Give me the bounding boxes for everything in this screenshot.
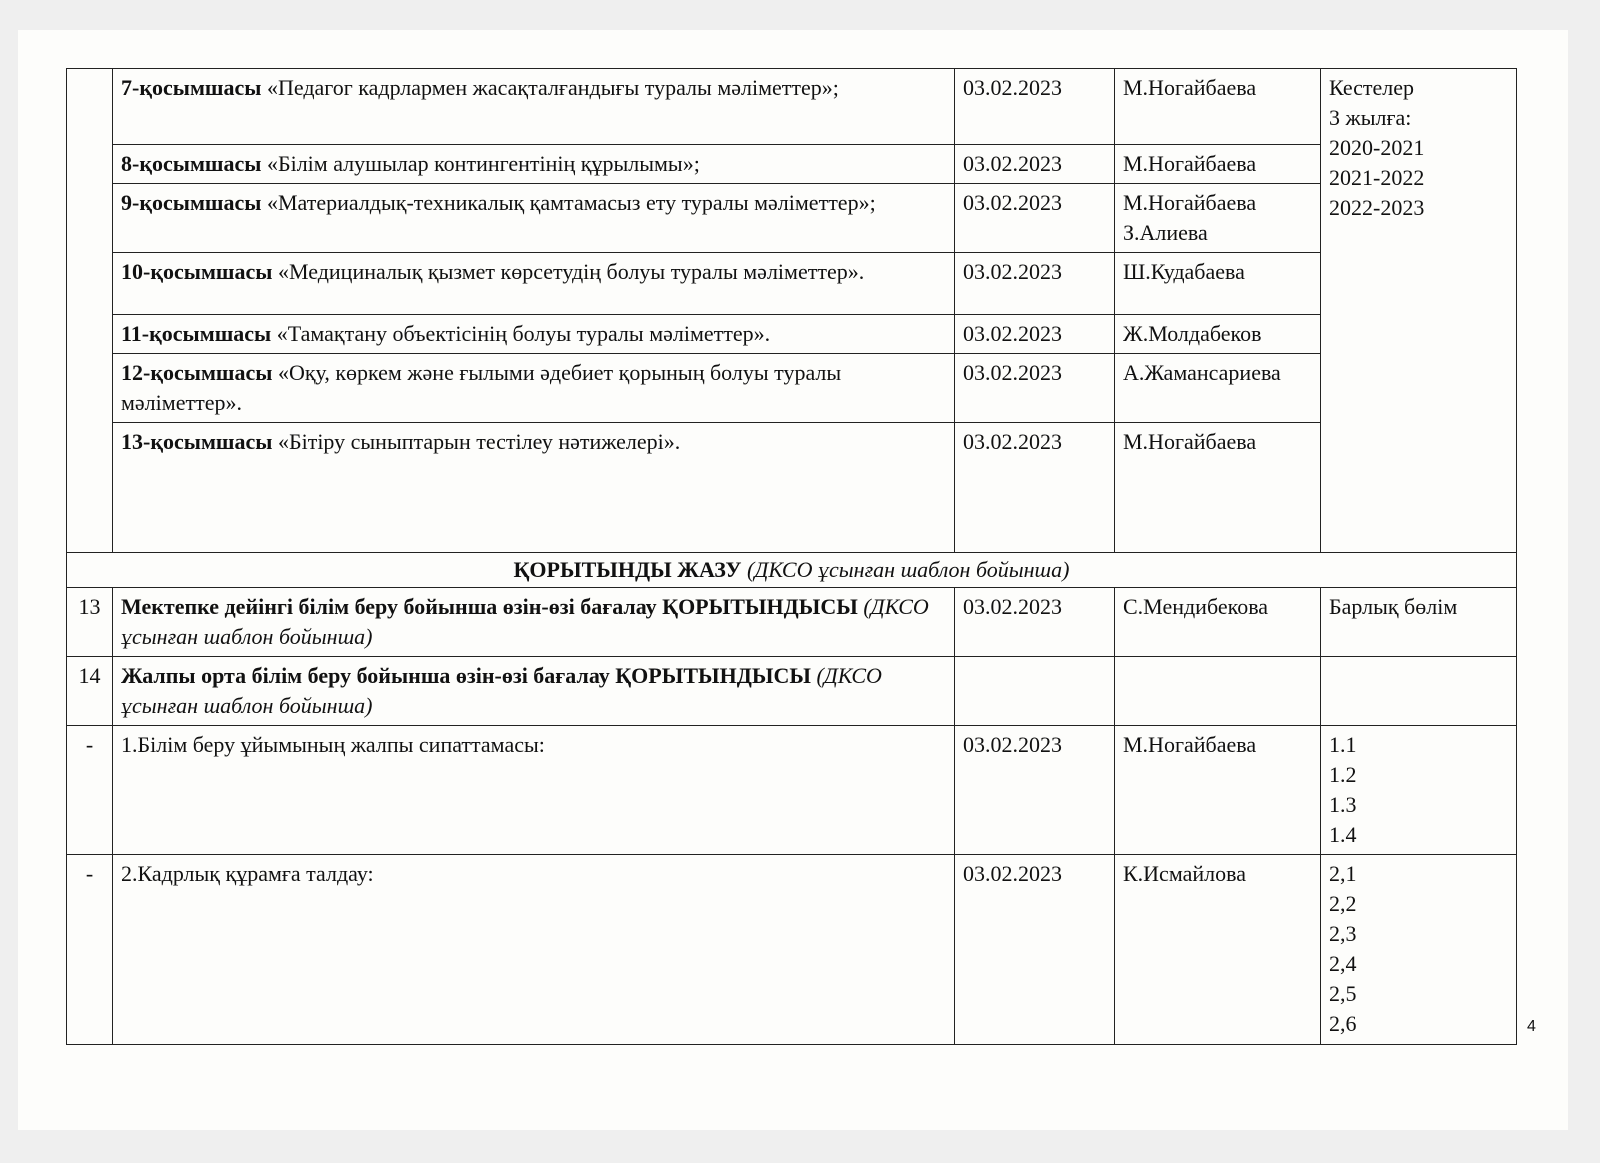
date-cell: 03.02.2023 bbox=[955, 726, 1115, 855]
appendix-row bbox=[67, 253, 1517, 315]
responsible-cell: Ш.Кудабаева bbox=[1115, 253, 1321, 315]
table-row bbox=[67, 726, 1517, 855]
row-description: Жалпы орта білім беру бойынша өзін-өзі бағалау ҚОРЫТЫНДЫСЫ (ДКСО ұсынған шаблон бойынша) bbox=[113, 657, 955, 726]
table-row bbox=[67, 855, 1517, 1045]
appendix-description: 8-қосымшасы «Білім алушылар контингентінің құрылымы»; bbox=[113, 145, 955, 184]
date-cell: 03.02.2023 bbox=[955, 145, 1115, 184]
appendix-description: 12-қосымшасы «Оқу, көркем және ғылыми әдебиет қорының болуы туралы мәліметтер». bbox=[113, 354, 955, 423]
responsible-cell: К.Исмайлова bbox=[1115, 855, 1321, 1045]
row-number: 14 bbox=[67, 657, 113, 726]
appendix-row bbox=[67, 423, 1517, 553]
tables-years-note: Кестелер 3 жылға: 2020-2021 2021-2022 2022-2023 bbox=[1321, 69, 1517, 553]
responsible-cell bbox=[1115, 657, 1321, 726]
responsible-cell: М.Ногайбаева З.Алиева bbox=[1115, 184, 1321, 253]
date-cell: 03.02.2023 bbox=[955, 184, 1115, 253]
table-row bbox=[67, 588, 1517, 657]
date-cell: 03.02.2023 bbox=[955, 588, 1115, 657]
responsible-cell: С.Мендибекова bbox=[1115, 588, 1321, 657]
row-number: - bbox=[67, 726, 113, 855]
date-cell: 03.02.2023 bbox=[955, 69, 1115, 145]
date-cell: 03.02.2023 bbox=[955, 253, 1115, 315]
appendix-row bbox=[67, 184, 1517, 253]
responsible-cell: Ж.Молдабеков bbox=[1115, 315, 1321, 354]
row-description: Мектепке дейінгі білім беру бойынша өзін-өзі бағалау ҚОРЫТЫНДЫСЫ (ДКСО ұсынған шаблон бойынша) bbox=[113, 588, 955, 657]
date-cell: 03.02.2023 bbox=[955, 423, 1115, 553]
appendix-row bbox=[67, 145, 1517, 184]
appendix-description: 7-қосымшасы «Педагог кадрлармен жасақталғандығы туралы мәліметтер»; bbox=[113, 69, 955, 145]
appendix-description: 11-қосымшасы «Тамақтану объектісінің болуы туралы мәліметтер». bbox=[113, 315, 955, 354]
appendix-row bbox=[67, 315, 1517, 354]
sections-cell bbox=[1321, 657, 1517, 726]
row-number: - bbox=[67, 855, 113, 1045]
date-cell bbox=[955, 657, 1115, 726]
page-number: 4 bbox=[1527, 1018, 1536, 1035]
plan-table bbox=[66, 68, 1517, 1045]
responsible-cell: М.Ногайбаева bbox=[1115, 145, 1321, 184]
sections-cell: 1.1 1.2 1.3 1.4 bbox=[1321, 726, 1517, 855]
appendix-description: 9-қосымшасы «Материалдық-техникалық қамтамасыз ету туралы мәліметтер»; bbox=[113, 184, 955, 253]
empty-number-cell bbox=[67, 69, 113, 553]
appendix-row bbox=[67, 354, 1517, 423]
responsible-cell: М.Ногайбаева bbox=[1115, 423, 1321, 553]
row-description: 1.Білім беру ұйымының жалпы сипаттамасы: bbox=[113, 726, 955, 855]
table-row bbox=[67, 657, 1517, 726]
sections-cell: Барлық бөлім bbox=[1321, 588, 1517, 657]
responsible-cell: А.Жамансариева bbox=[1115, 354, 1321, 423]
row-description: 2.Кадрлық құрамға талдау: bbox=[113, 855, 955, 1045]
date-cell: 03.02.2023 bbox=[955, 354, 1115, 423]
section-header-row bbox=[67, 553, 1517, 588]
row-number: 13 bbox=[67, 588, 113, 657]
section-title: ҚОРЫТЫНДЫ ЖАЗУ (ДКСО ұсынған шаблон бойынша) bbox=[67, 553, 1517, 588]
responsible-cell: М.Ногайбаева bbox=[1115, 69, 1321, 145]
responsible-cell: М.Ногайбаева bbox=[1115, 726, 1321, 855]
appendix-description: 10-қосымшасы «Медициналық қызмет көрсетудің болуы туралы мәліметтер». bbox=[113, 253, 955, 315]
date-cell: 03.02.2023 bbox=[955, 855, 1115, 1045]
sections-cell: 2,1 2,2 2,3 2,4 2,5 2,6 bbox=[1321, 855, 1517, 1045]
appendix-row bbox=[67, 69, 1517, 145]
appendix-description: 13-қосымшасы «Бітіру сыныптарын тестілеу нәтижелері». bbox=[113, 423, 955, 553]
date-cell: 03.02.2023 bbox=[955, 315, 1115, 354]
